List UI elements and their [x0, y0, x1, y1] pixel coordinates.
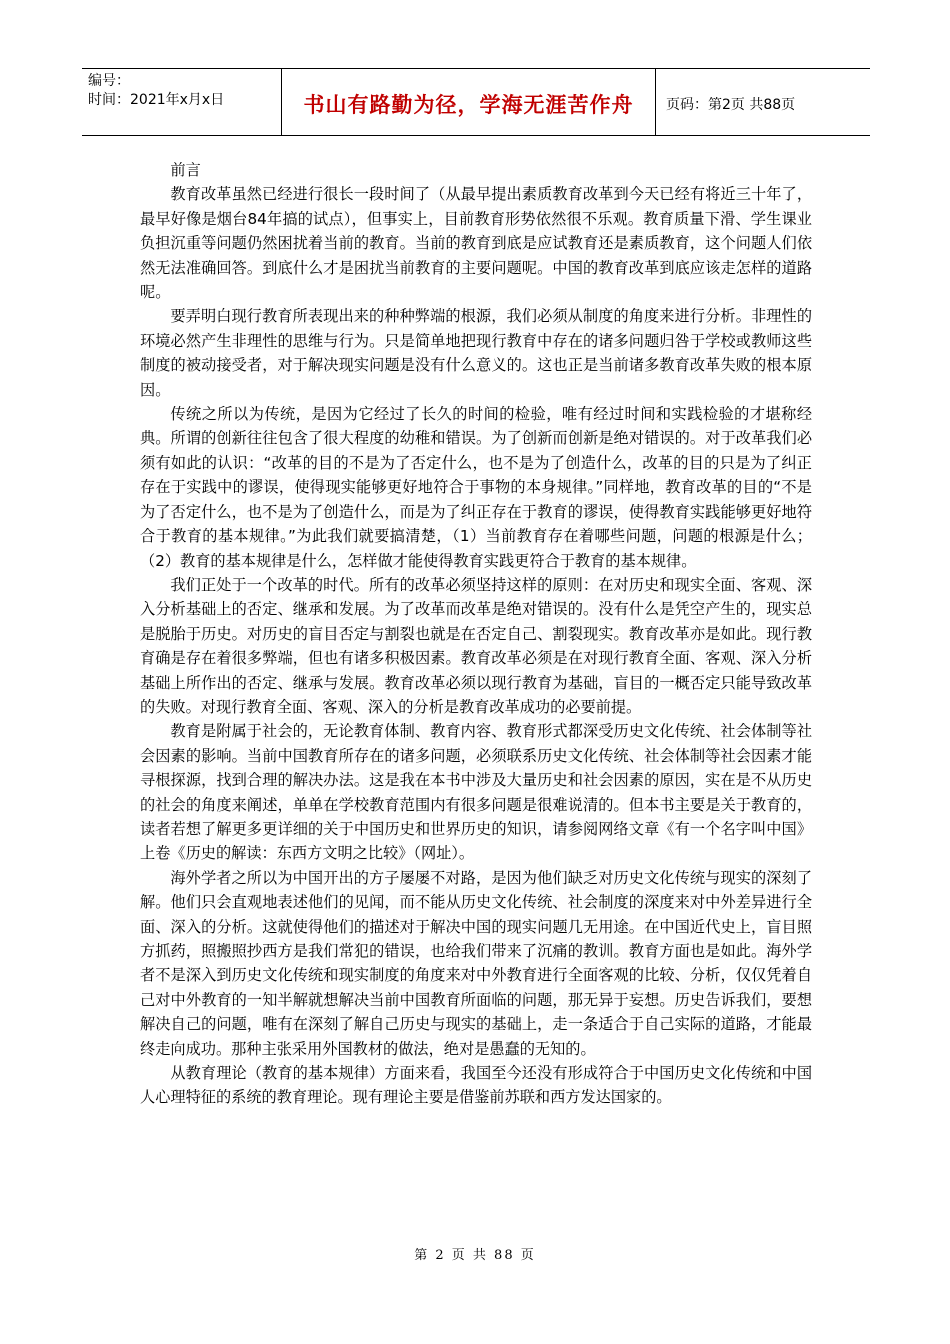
section-heading: 前言 — [170, 161, 201, 179]
body-paragraph: 我们正处于一个改革的时代。所有的改革必须坚持这样的原则：在对历史和现实全面、客观、深入分析基础上的否定、继承和发展。为了改革而改革是绝对错误的。没有什么是凭空产生的，现实总是脱胎于历史。对历史的盲目否定与割裂也就是在否定自己、割裂现实。教育改革亦是如此。现行教育确是存在着很多弊端，但也有诸多积极因素。教育改革必须是在对现行教育全面、客观、深入分析基础上所作出的否定、继承与发展。教育改革必须以现行教育为基础，盲目的一概否定只能导致改革的失败。对现行教育全面、客观、深入的分析是教育改革成功的必要前提。 — [140, 575, 812, 716]
body-paragraph: 要弄明白现行教育所表现出来的种种弊端的根源，我们必须从制度的角度来进行分析。非理性的环境必然产生非理性的思维与行为。只是简单地把现行教育中存在的诸多问题归咎于学校或教师这些制度的被动接受者，对于解决现实问题是没有什么意义的。这也正是当前诸多教育改革失败的根本原因。 — [140, 307, 812, 399]
body-paragraph: 教育改革虽然已经进行很长一段时间了（从最早提出素质教育改革到今天已经有将近三十年了，最早好像是烟台84年搞的试点），但事实上，目前教育形势依然很不乐观。教育质量下滑、学生课业负担沉重等问题仍然困扰着当前的教育。当前的教育到底是应试教育还是素质教育，这个问题人们依然无法准确回答。到底什么才是困扰当前教育的主要问题呢。中国的教育改革到底应该走怎样的道路呢。 — [140, 185, 812, 302]
body-paragraph: 传统之所以为传统，是因为它经过了长久的时间的检验，唯有经过时间和实践检验的才堪称经典。所谓的创新往往包含了很大程度的幼稚和错误。为了创新而创新是绝对错误的。对于改革我们必须有如此的认识：“改革的目的不是为了否定什么，也不是为了创造什么，改革的目的只是为了纠正存在于实践中的谬误，使得现实能够更好地符合于事物的本身规律。”同样地，教育改革的目的“不是为了否定什么，也不是为了创造什么，而是为了纠正存在于教育的谬误，使得教育实践能够更好地符合于教育的基本规律。”为此我们就要搞清楚，（1）当前教育存在着哪些问题，问题的根源是什么；（2）教育的基本规律是什么，怎样做才能使得教育实践更符合于教育的基本规律。 — [140, 405, 812, 570]
document-number-label: 编号： — [88, 73, 130, 89]
document-body — [140, 158, 812, 1110]
body-paragraph: 教育是附属于社会的，无论教育体制、教育内容、教育形式都深受历史文化传统、社会体制等社会因素的影响。当前中国教育所存在的诸多问题，必须联系历史文化传统、社会体制等社会因素才能寻根探源，找到合理的解决办法。这是我在本书中涉及大量历史和社会因素的原因，实在是不从历史的社会的角度来阐述，单单在学校教育范围内有很多问题是很难说清的。但本书主要是关于教育的，读者若想了解更多更详细的关于中国历史和世界历史的知识，请参阅网络文章《有一个名字叫中国》上卷《历史的解读：东西方文明之比较》（网址）。 — [140, 722, 812, 863]
body-paragraph: 海外学者之所以为中国开出的方子屡屡不对路，是因为他们缺乏对历史文化传统与现实的深刻了解。他们只会直观地表述他们的见闻，而不能从历史文化传统、社会制度的深度来对中外差异进行全面、深入的分析。这就使得他们的描述对于解决中国的现实问题几无用途。在中国近代史上，盲目照方抓药，照搬照抄西方是我们常犯的错误，也给我们带来了沉痛的教训。教育方面也是如此。海外学者不是深入到历史文化传统和现实制度的角度来对中外教育进行全面客观的比较、分析，仅仅凭着自己对中外教育的一知半解就想解决当前中国教育所面临的问题，那无异于妄想。历史告诉我们，要想解决自己的问题，唯有在深刻了解自己历史与现实的基础上，走一条适合于自己实际的道路，才能最终走向成功。那种主张采用外国教材的做法，绝对是愚蠢的无知的。 — [140, 868, 812, 1058]
header-page-info: 页码：第2页 共88页 — [666, 97, 796, 113]
header-meta — [82, 69, 282, 135]
header-motto: 书山有路勤为径，学海无涯苦作舟 — [282, 69, 656, 135]
document-header — [82, 68, 870, 136]
body-paragraph: 从教育理论（教育的基本规律）方面来看，我国至今还没有形成符合于中国历史文化传统和中国人心理特征的系统的教育理论。现有理论主要是借鉴前苏联和西方发达国家的。 — [140, 1064, 812, 1107]
document-time-label: 时间：2021年x月x日 — [88, 92, 225, 108]
page-footer: 第 2 页 共 88 页 — [414, 1248, 536, 1263]
